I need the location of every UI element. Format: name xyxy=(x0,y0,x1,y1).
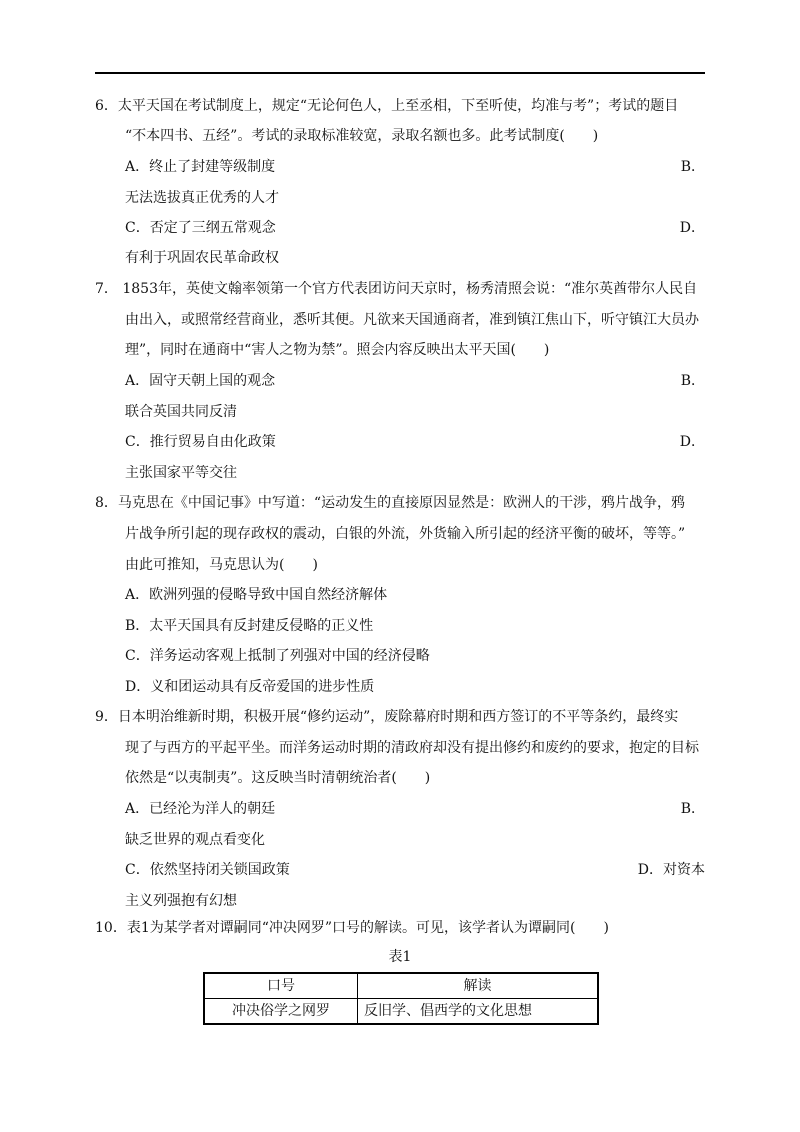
table-cell-slogan: 冲决俗学之网罗 xyxy=(204,999,358,1025)
q8-option-c: C．洋务运动客观上抵制了列强对中国的经济侵略 xyxy=(125,648,430,664)
q10-stem-line1: 10．表1为某学者对谭嗣同“冲决网罗”口号的解读。可见，该学者认为谭嗣同( ) xyxy=(95,920,609,936)
table-row xyxy=(204,999,598,1025)
q7-option-b-text: 联合英国共同反清 xyxy=(125,404,237,420)
q7-option-c: C．推行贸易自由化政策 xyxy=(125,434,276,450)
table-header-interpretation: 解读 xyxy=(358,973,599,999)
table-caption: 表1 xyxy=(388,949,412,965)
q6-option-c: C．否定了三纲五常观念 xyxy=(125,220,276,236)
q6-option-a: A．终止了封建等级制度 xyxy=(125,159,276,175)
q9-stem-line3: 依然是“以夷制夷”。这反映当时清朝统治者( ) xyxy=(125,770,431,786)
q7-stem-line3: 理”，同时在通商中“害人之物为禁”。照会内容反映出太平天国( ) xyxy=(125,342,550,358)
q6-option-b-marker: B． xyxy=(680,159,705,175)
q9-option-d-marker: D．对资本 xyxy=(637,862,705,878)
table-cell-interpretation: 反旧学、倡西学的文化思想 xyxy=(358,999,599,1025)
table-header-row xyxy=(204,973,598,999)
q7-option-d-marker: D． xyxy=(679,434,705,450)
interpretation-table xyxy=(203,972,599,1025)
q8-option-a: A．欧洲列强的侵略导致中国自然经济解体 xyxy=(125,587,388,603)
q7-option-a: A．固守天朝上国的观念 xyxy=(125,373,276,389)
q7-option-d-text: 主张国家平等交往 xyxy=(125,465,237,481)
q8-stem-line1: 8．马克思在《中国记事》中写道：“运动发生的直接原因显然是：欧洲人的干涉，鸦片战争，鸦 xyxy=(95,495,686,511)
q6-option-b-text: 无法选拔真正优秀的人才 xyxy=(125,190,279,206)
top-rule xyxy=(95,72,705,74)
q9-option-c: C．依然坚持闭关锁国政策 xyxy=(125,862,290,878)
q9-option-d-text: 主义列强抱有幻想 xyxy=(125,893,237,909)
q9-option-b-marker: B． xyxy=(680,801,705,817)
q6-option-d-marker: D． xyxy=(679,220,705,236)
q8-option-b: B．太平天国具有反封建反侵略的正义性 xyxy=(125,618,374,634)
q9-stem-line1: 9．日本明治维新时期，积极开展“修约运动”，废除幕府时期和西方签订的不平等条约，最终实 xyxy=(95,709,679,725)
q8-stem-line3: 由此可推知，马克思认为( ) xyxy=(125,557,318,573)
q6-stem-line1: 6．太平天国在考试制度上，规定“无论何色人，上至丞相，下至听使，均准与考”；考试的题目 xyxy=(95,98,679,114)
q9-stem-line2: 现了与西方的平起平坐。而洋务运动时期的清政府却没有提出修约和废约的要求，抱定的目标 xyxy=(125,740,699,756)
q8-stem-line2: 片战争所引起的现存政权的震动，白银的外流，外货输入所引起的经济平衡的破坏，等等。” xyxy=(125,526,686,542)
q6-option-d-text: 有利于巩固农民革命政权 xyxy=(125,250,279,266)
q9-option-b-text: 缺乏世界的观点看变化 xyxy=(125,832,265,848)
q7-stem-line1: 7． 1853年，英使文翰率领第一个官方代表团访问天京时，杨秀清照会说：“准尔英酋带尔人民自 xyxy=(95,281,698,297)
q6-stem-line2: “不本四书、五经”。考试的录取标准较宽，录取名额也多。此考试制度( ) xyxy=(125,128,599,144)
q9-option-a: A．已经沦为洋人的朝廷 xyxy=(125,801,276,817)
q8-option-d: D．义和团运动具有反帝爱国的进步性质 xyxy=(125,679,375,695)
q7-option-b-marker: B． xyxy=(680,373,705,389)
table-header-slogan: 口号 xyxy=(204,973,358,999)
q7-stem-line2: 由出入，或照常经营商业，悉听其便。凡欲来天国通商者，准到镇江焦山下，听守镇江大员办 xyxy=(125,312,699,328)
